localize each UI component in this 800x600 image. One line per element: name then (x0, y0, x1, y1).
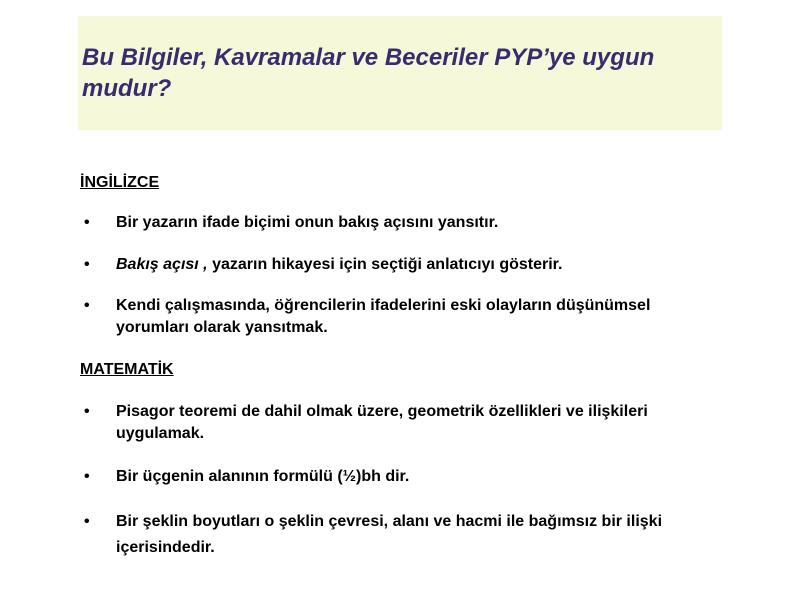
bullet-text (116, 254, 730, 276)
bullet-icon: • (84, 214, 90, 231)
bullet-text: Kendi çalışmasında, öğrencilerin ifadelerini eski olayların düşünümsel yorumları olarak yansıtmak. (116, 297, 651, 336)
bullet-icon: • (84, 297, 90, 314)
bullet-text: Bir üçgenin alanının formülü (½)bh dir. (116, 468, 410, 485)
bullet-item (80, 466, 730, 488)
bullet-item (80, 401, 730, 445)
bullet-item (80, 212, 730, 234)
bullet-text: Bir şeklin boyutları o şeklin çevresi, alanı ve hacmi ile bağımsız bir ilişki içerisindedir. (116, 513, 663, 556)
bullet-text-rest: yazarın hikayesi için seçtiği anlatıcıyı gösterir. (207, 256, 563, 273)
bullet-icon: • (84, 256, 90, 273)
bullet-icon: • (84, 468, 90, 485)
slide-title: Bu Bilgiler, Kavramalar ve Beceriler PYP’ye uygun mudur? (82, 44, 655, 102)
bullet-item (80, 295, 730, 339)
bullet-item (80, 509, 730, 561)
bullet-italic-text: Bakış açısı , (116, 256, 208, 273)
bullet-text: Bir yazarın ifade biçimi onun bakış açısını yansıtır. (116, 214, 499, 231)
title-banner (78, 16, 722, 130)
bullet-text: Pisagor teoremi de dahil olmak üzere, geometrik özellikleri ve ilişkileri uygulamak. (116, 403, 648, 442)
bullet-item (80, 254, 730, 276)
section-heading-english: İNGİLİZCE (80, 174, 160, 191)
bullet-icon: • (84, 513, 90, 530)
section-heading-math: MATEMATİK (80, 361, 174, 378)
bullet-icon: • (84, 403, 90, 420)
